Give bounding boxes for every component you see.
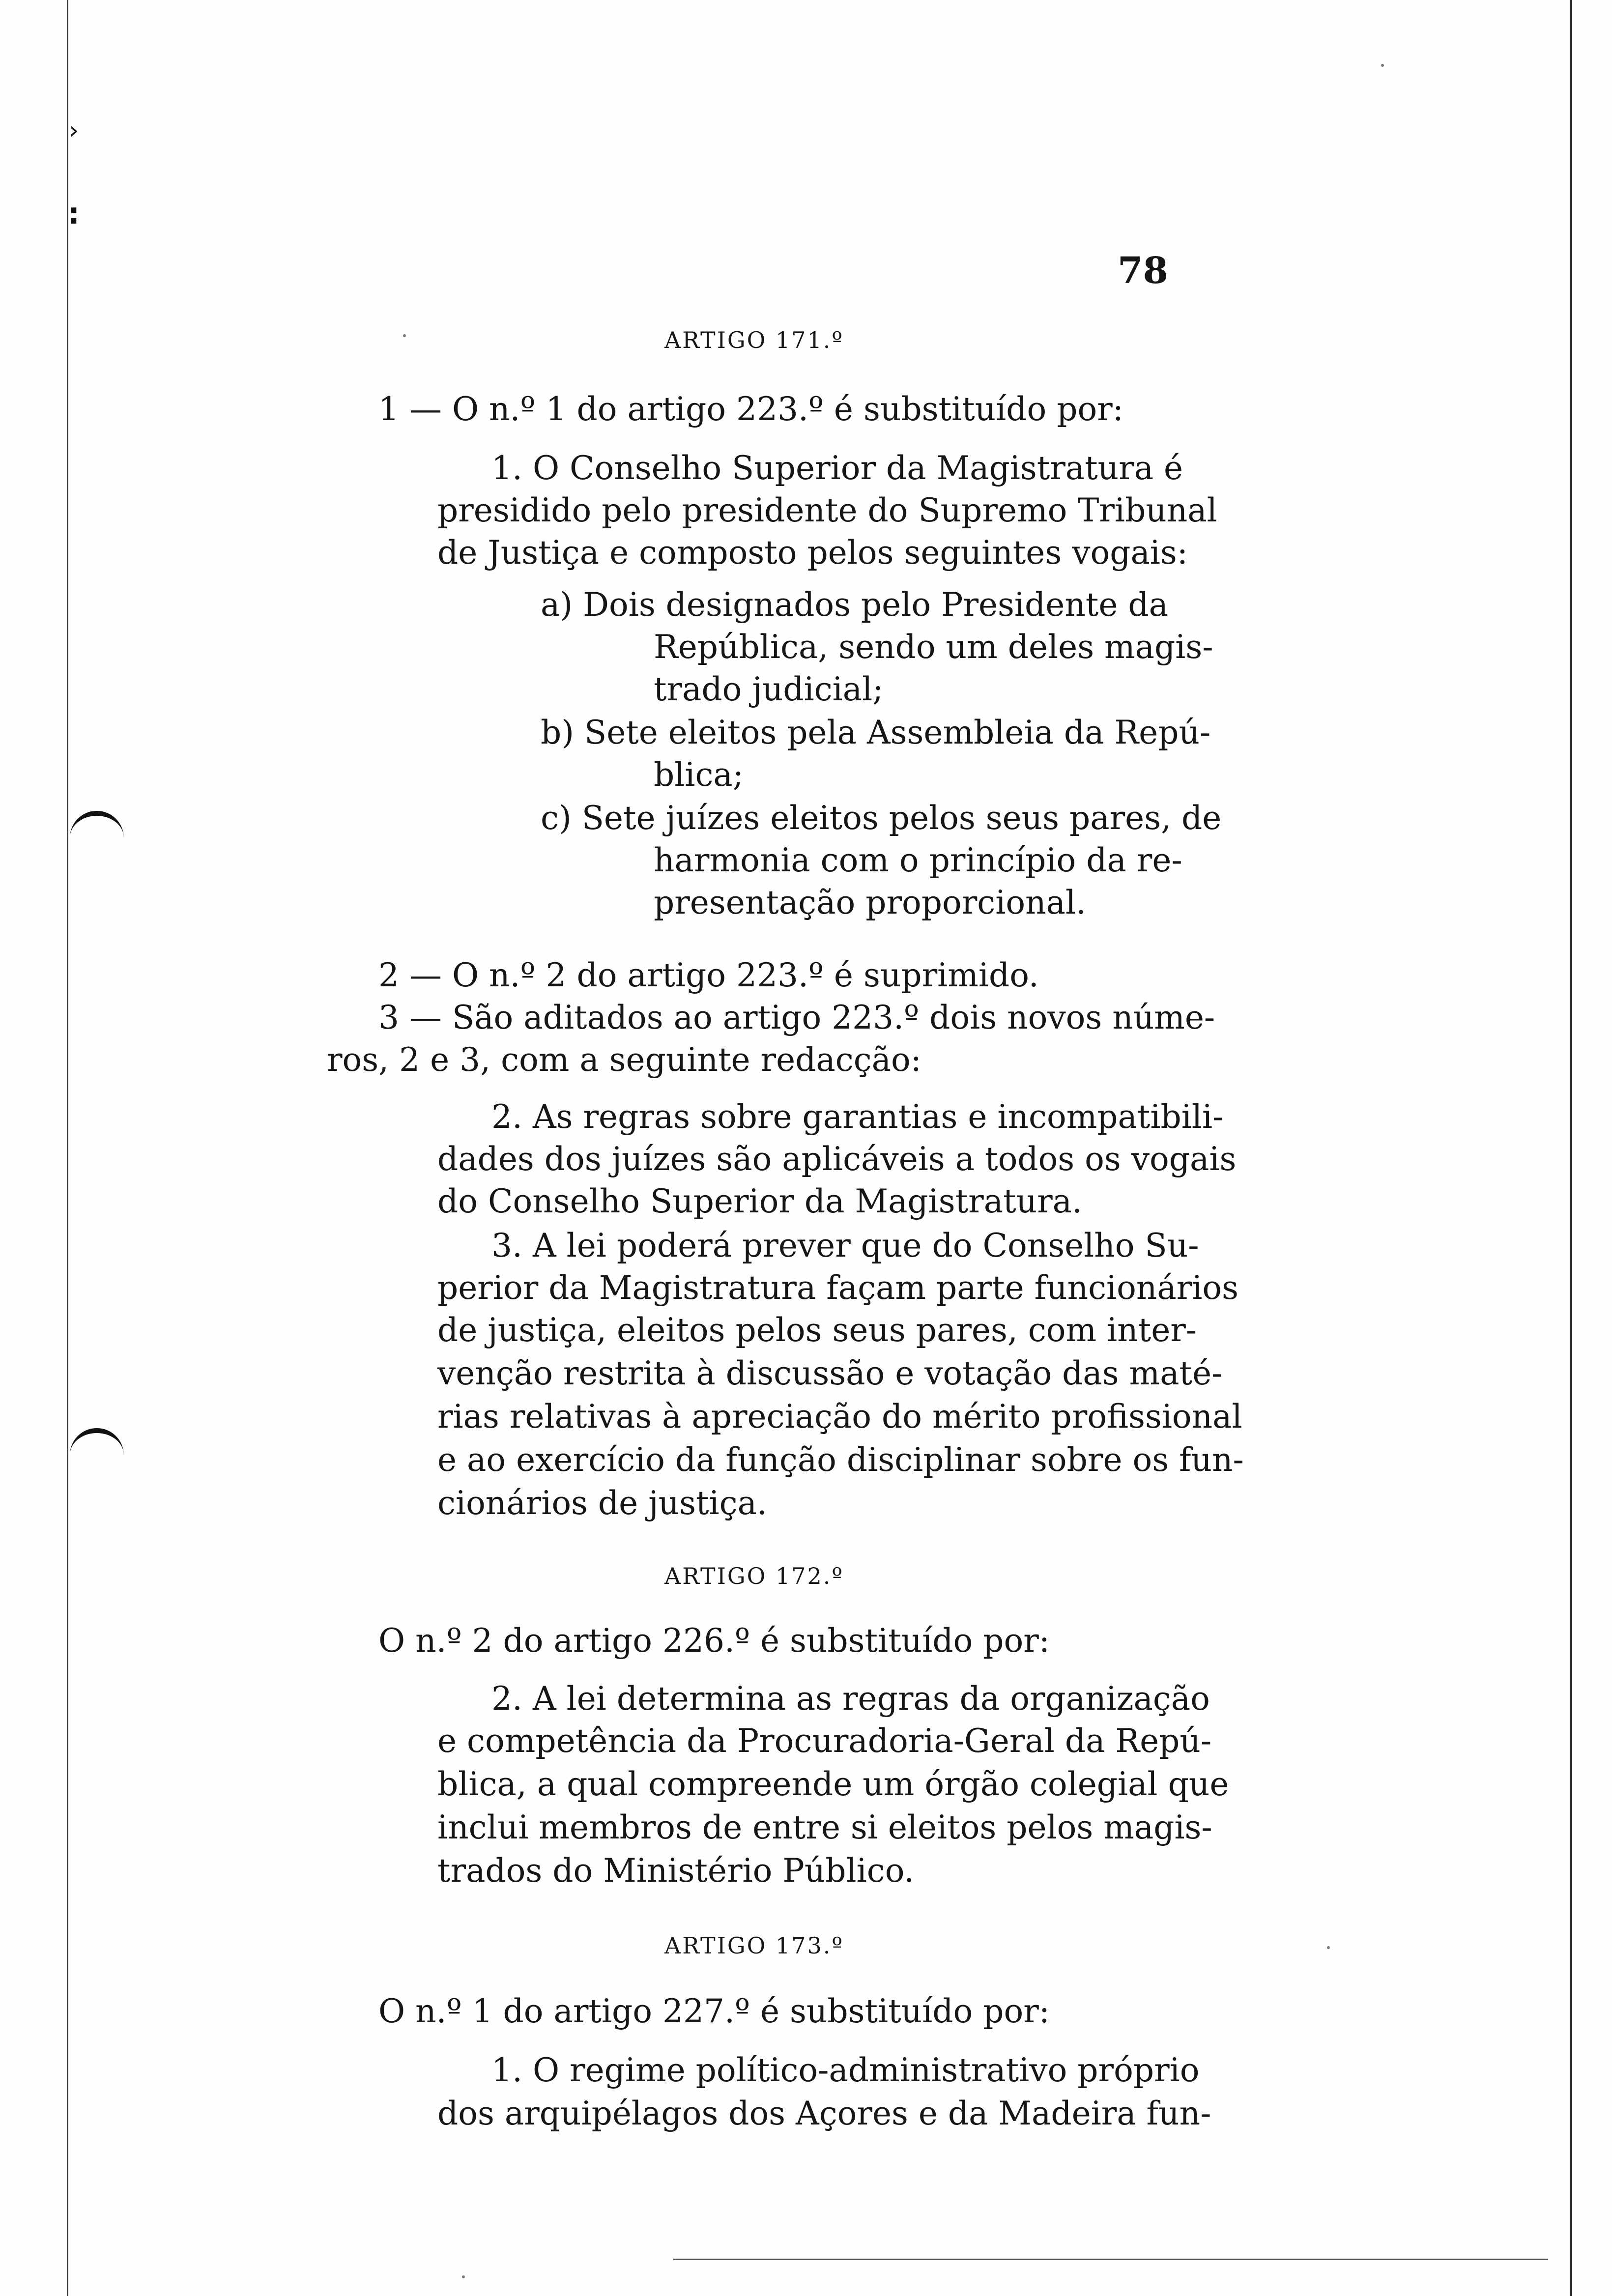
article-heading: ARTIGO 171.º [664, 327, 844, 353]
text-line: 2. As regras sobre garantias e incompatibili- [491, 1098, 1224, 1136]
text-line: presidido pelo presidente do Supremo Tribunal [437, 491, 1217, 529]
text-line: 3. A lei poderá prever que do Conselho Su- [491, 1227, 1199, 1264]
scan-speck [462, 2275, 465, 2278]
scan-speck [1381, 64, 1384, 67]
article-heading: ARTIGO 172.º [664, 1563, 844, 1589]
text-line: harmonia com o princípio da re- [654, 841, 1182, 879]
text-line: 1. O Conselho Superior da Magistratura é [491, 449, 1183, 487]
text-line: presentação proporcional. [654, 884, 1087, 921]
scan-right-edge [1570, 0, 1572, 2296]
text-line: 3 — São aditados ao artigo 223.º dois novos núme- [378, 999, 1215, 1036]
text-line: O n.º 2 do artigo 226.º é substituído por: [378, 1622, 1050, 1660]
scan-bottom-edge [673, 2259, 1548, 2260]
text-line: blica, a qual compreende um órgão colegial que [437, 1765, 1229, 1803]
text-line: trado judicial; [654, 670, 884, 708]
text-line: a) Dois designados pelo Presidente da [541, 586, 1169, 624]
text-line: de Justiça e composto pelos seguintes vogais: [437, 534, 1188, 572]
text-line: 2 — O n.º 2 do artigo 223.º é suprimido. [378, 956, 1039, 994]
margin-binding-mark [70, 1428, 124, 1463]
text-line: e competência da Procuradoria-Geral da Repú- [437, 1722, 1212, 1760]
text-line: de justiça, eleitos pelos seus pares, com inter- [437, 1311, 1197, 1349]
text-line: b) Sete eleitos pela Assembleia da Repú- [541, 714, 1211, 751]
text-line: blica; [654, 756, 744, 794]
text-line: trados do Ministério Público. [437, 1852, 915, 1890]
text-line: O n.º 1 do artigo 227.º é substituído por: [378, 1992, 1050, 2030]
text-line: do Conselho Superior da Magistratura. [437, 1182, 1082, 1220]
text-line: venção restrita à discussão e votação das maté- [437, 1354, 1223, 1392]
text-line: República, sendo um deles magis- [654, 628, 1213, 666]
margin-mark: : [68, 197, 80, 231]
text-line: cionários de justiça. [437, 1484, 767, 1522]
text-line: 1 — O n.º 1 do artigo 223.º é substituído por: [378, 390, 1123, 428]
text-line: ros, 2 e 3, com a seguinte redacção: [327, 1041, 921, 1079]
scan-left-edge [67, 0, 68, 2296]
scan-speck [1327, 1946, 1330, 1949]
text-line: inclui membros de entre si eleitos pelos magis- [437, 1808, 1212, 1846]
article-heading: ARTIGO 173.º [664, 1932, 844, 1959]
text-line: perior da Magistratura façam parte funcionários [437, 1269, 1239, 1307]
text-line: 2. A lei determina as regras da organização [491, 1680, 1210, 1718]
text-line: 1. O regime político-administrativo próprio [491, 2051, 1200, 2089]
margin-binding-mark [70, 811, 124, 845]
scan-speck [403, 334, 406, 337]
text-line: rias relativas à apreciação do mérito profissional [437, 1398, 1242, 1435]
margin-mark: › [69, 116, 79, 144]
text-line: dos arquipélagos dos Açores e da Madeira fun- [437, 2095, 1211, 2132]
page-number: 78 [1118, 250, 1168, 292]
text-line: e ao exercício da função disciplinar sobre os fun- [437, 1441, 1244, 1479]
text-line: c) Sete juízes eleitos pelos seus pares, de [541, 799, 1222, 837]
text-line: dades dos juízes são aplicáveis a todos os vogais [437, 1140, 1237, 1178]
